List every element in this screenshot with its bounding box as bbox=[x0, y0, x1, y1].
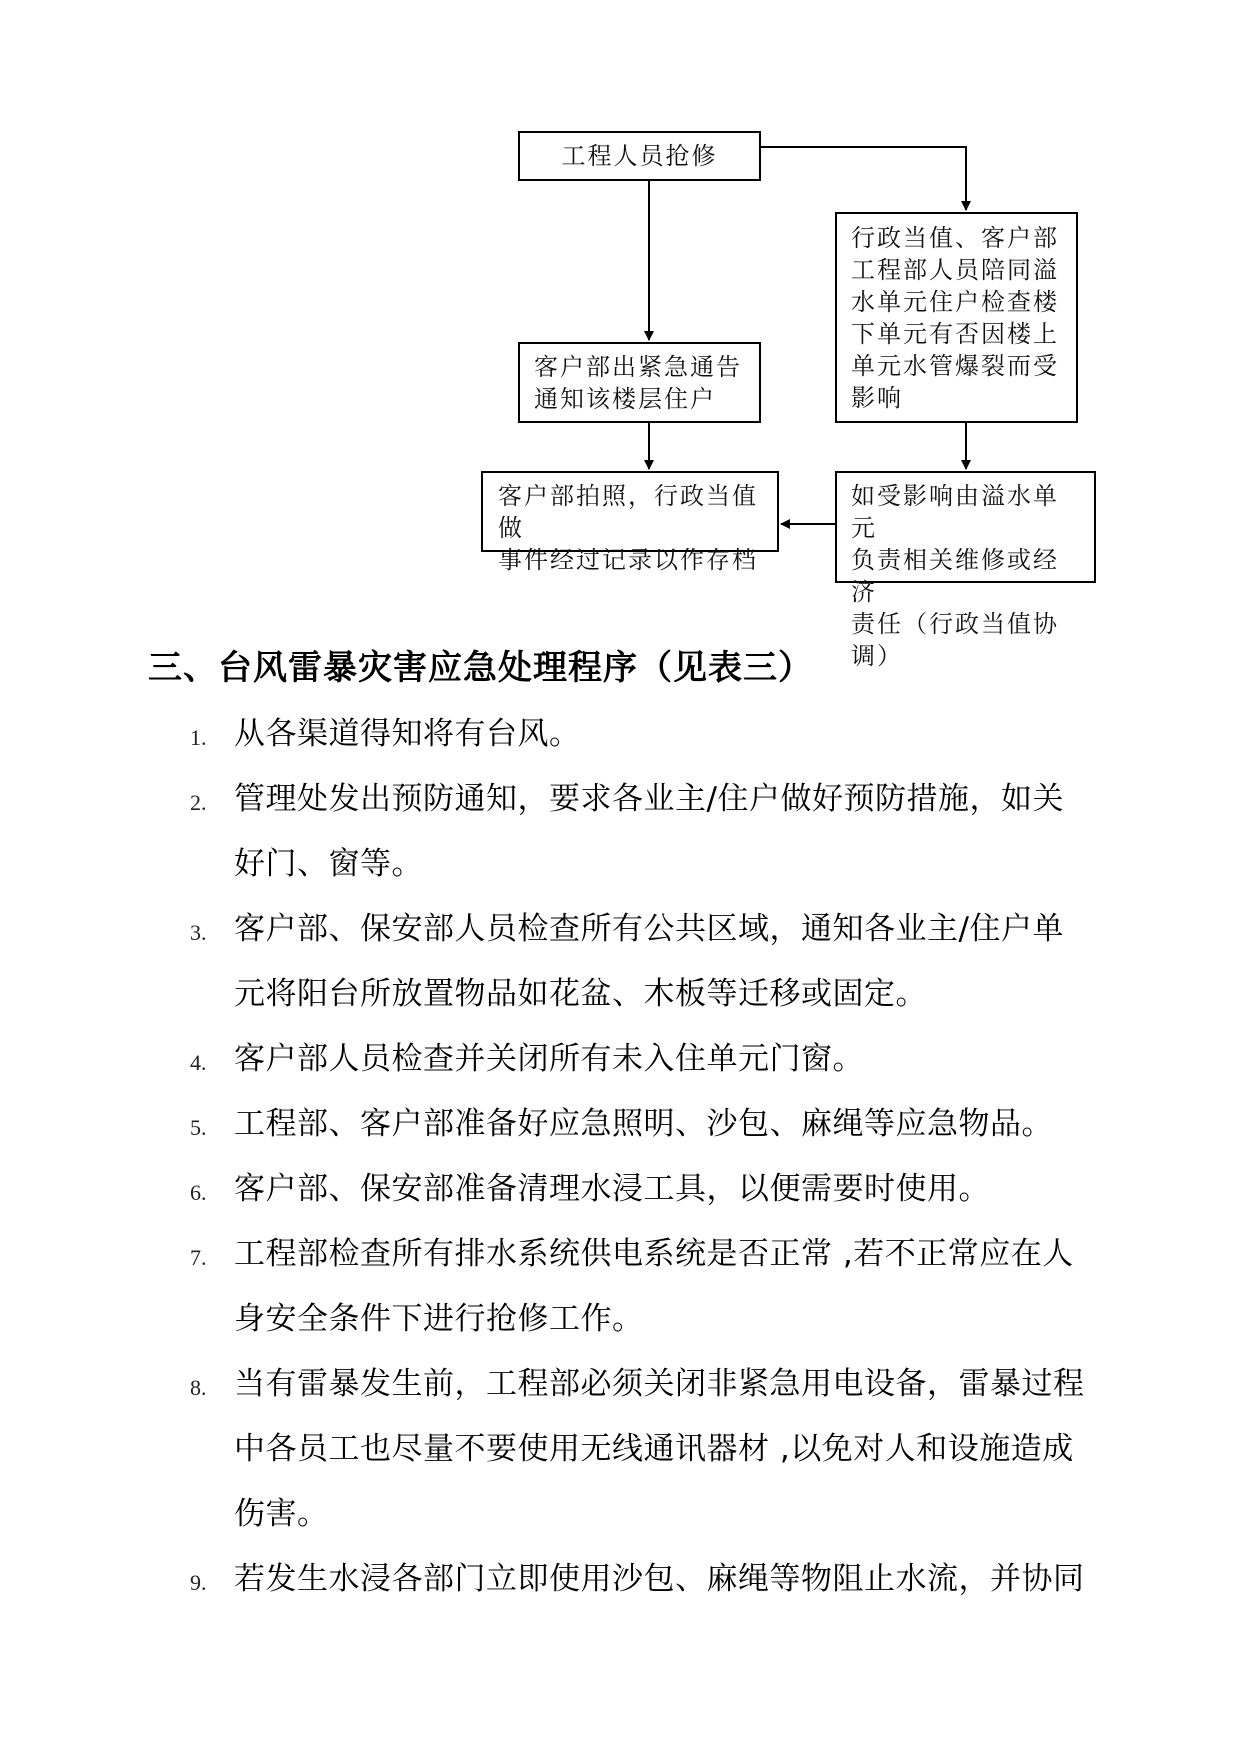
list-item-number: 8. bbox=[190, 1375, 207, 1400]
list-item-number: 6. bbox=[190, 1180, 207, 1205]
list-item-text: 好门、窗等。 bbox=[234, 846, 423, 882]
list-item-number: 9. bbox=[190, 1570, 207, 1595]
list-item-text: 身安全条件下进行抢修工作。 bbox=[234, 1301, 644, 1337]
flow-box-engineer-repair: 工程人员抢修 bbox=[518, 131, 761, 181]
list-item-text: 当有雷暴发生前，工程部必须关闭非紧急用电设备，雷暴过程 bbox=[234, 1366, 1085, 1402]
list-item-text: 若发生水浸各部门立即使用沙包、麻绳等物阻止水流，并协同 bbox=[234, 1561, 1085, 1597]
list-item-text: 工程部、客户部准备好应急照明、沙包、麻绳等应急物品。 bbox=[234, 1106, 1053, 1142]
list-item-text: 工程部检查所有排水系统供电系统是否正常 ,若不正常应在人 bbox=[234, 1236, 1074, 1272]
list-item-number: 4. bbox=[190, 1050, 207, 1075]
flow-box-liability: 如受影响由溢水单元 负责相关维修或经济 责任（行政当值协调） bbox=[835, 471, 1096, 583]
list-item-text: 客户部人员检查并关闭所有未入住单元门窗。 bbox=[234, 1041, 864, 1077]
list-item-text: 伤害。 bbox=[234, 1496, 329, 1532]
flowchart-arrows bbox=[0, 0, 1241, 640]
list-item-text: 客户部、保安部人员检查所有公共区域，通知各业主/住户单 bbox=[234, 911, 1064, 947]
list-item-text: 客户部、保安部准备清理水浸工具，以便需要时使用。 bbox=[234, 1171, 990, 1207]
list-item-text: 中各员工也尽量不要使用无线通讯器材 ,以免对人和设施造成 bbox=[234, 1431, 1074, 1467]
flow-box-customer-notice: 客户部出紧急通告 通知该楼层住户 bbox=[518, 342, 761, 423]
list-item-text: 从各渠道得知将有台风。 bbox=[234, 716, 581, 752]
list-item-number: 7. bbox=[190, 1245, 207, 1270]
flow-box-record-archive: 客户部拍照，行政当值做 事件经过记录以作存档 bbox=[481, 471, 779, 552]
flow-box-admin-inspect: 行政当值、客户部 工程部人员陪同溢 水单元住户检查楼 下单元有否因楼上 单元水管爆裂而受 影响 bbox=[835, 212, 1078, 423]
list-item-number: 5. bbox=[190, 1115, 207, 1140]
list-item-text: 管理处发出预防通知，要求各业主/住户做好预防措施，如关 bbox=[234, 781, 1064, 817]
list-item-number: 1. bbox=[190, 725, 207, 750]
list-item-number: 2. bbox=[190, 790, 207, 815]
section-heading: 三、台风雷暴灾害应急处理程序（见表三） bbox=[148, 648, 813, 688]
list-item-text: 元将阳台所放置物品如花盆、木板等迁移或固定。 bbox=[234, 976, 927, 1012]
arrow-repair-to-inspect bbox=[761, 147, 966, 210]
list-item-number: 3. bbox=[190, 920, 207, 945]
